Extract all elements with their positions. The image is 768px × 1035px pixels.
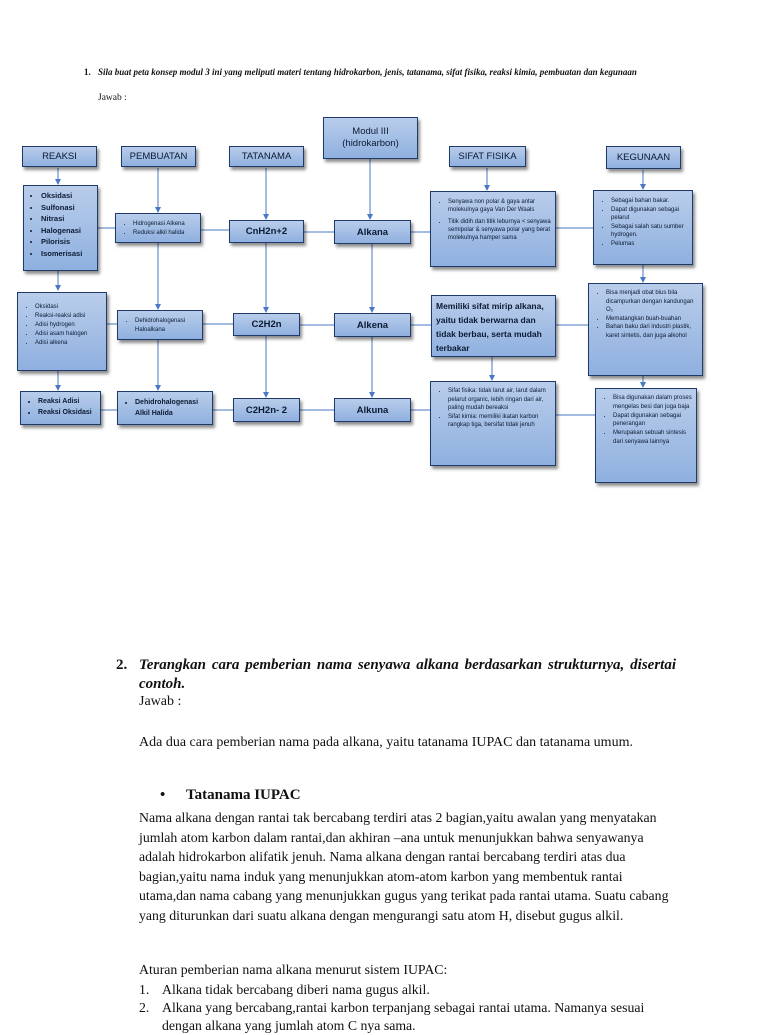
node-alkena: Alkena [334, 313, 411, 337]
sifat-alkena: Memiliki sifat mirip alkana, yaitu tidak berwarna dan tidak berbau, serta mudah terbakar [431, 295, 556, 357]
formula-alkuna: C2H2n- 2 [233, 398, 300, 422]
reaksi-list-alkuna [20, 391, 101, 425]
list-item: • Halogenasi [41, 225, 93, 237]
list-item: • Mematangkan buah-buahan [606, 315, 698, 324]
list-item [139, 999, 674, 1035]
sifat-alkuna [430, 381, 556, 466]
question-2-text: Terangkan cara pemberian nama senyawa alkana berdasarkan strukturnya, disertai contoh. [139, 657, 676, 692]
kegunaan-alkuna [595, 388, 697, 483]
list-item: • Sifat fisika: tidak larut air, larut dalam pelarut organic, lebih ringan dari air, paling mudah bereaksi [448, 387, 551, 413]
list-item [139, 981, 674, 999]
node-alkuna: Alkuna [334, 398, 411, 422]
list-item: • Merupakan sebuah sintesis dari senyawa lainnya [613, 429, 692, 447]
pembuatan-alkana [115, 213, 201, 243]
formula-alkena: C2H2n [233, 313, 300, 336]
bullet-icon: • [160, 787, 166, 803]
header-tatanama: TATANAMA [229, 146, 304, 167]
rule-text: Alkana yang bercabang,rantai karbon terpanjang sebagai rantai utama. Namanya sesuai dengan alkana yang jumlah atom C nya sama. [162, 1000, 645, 1033]
question-1-text: Sila buat peta konsep modul 3 ini yang meliputi materi tentang hidrokarbon, jenis, tatanama, sifat fisika, reaksi kimia, pembuatan dan kegunaan [98, 67, 637, 77]
question-1-jawab: Jawab : [98, 93, 127, 103]
header-pembuatan: PEMBUATAN [121, 146, 196, 167]
question-2-number: 2. [116, 657, 128, 673]
list-item: • Adisi hydrogen [35, 321, 102, 330]
rule-number: 1. [139, 982, 150, 997]
kegunaan-alkena [588, 283, 703, 376]
list-item: • Dehidrohalogenasi Alkil Halida [135, 398, 208, 419]
list-item: • Dehidrohalogenasi Haloalkana [135, 317, 198, 335]
reaksi-list-alkena [17, 292, 107, 371]
header-reaksi: REAKSI [22, 146, 97, 167]
list-item: • Bisa menjadi obat bius bila dicampurkan dengan kandungan O₂ [606, 289, 698, 315]
question-2 [116, 656, 676, 694]
root-node: Modul III (hidrokarbon) [323, 117, 418, 159]
header-kegunaan: KEGUNAAN [606, 146, 681, 169]
list-item: • Bahan baku dari industri plastik, karet sintetis, dan juga alkohol [606, 323, 698, 340]
question-1-number: 1. [84, 67, 91, 77]
list-item: • Pelumas [611, 240, 688, 249]
list-item: • Hidrogenasi Alkena [133, 220, 196, 229]
formula-alkana: CnH2n+2 [229, 220, 304, 243]
list-item: • Isomerisasi [41, 248, 93, 260]
list-item: • Sifat kimia: memiliki ikatan karbon rangkap tiga, bersifat tidak jenuh [448, 413, 551, 430]
answer-intro: Ada dua cara pemberian nama pada alkana, yaitu tatanama IUPAC dan tatanama umum. [139, 735, 633, 750]
list-item: • Reaksi Oksidasi [38, 407, 96, 418]
list-item: • Reaksi Adisi [38, 396, 96, 407]
list-item: • Dapat digunakan sebagai pelarut [611, 206, 688, 223]
list-item: • Adisi asam halogen [35, 330, 102, 339]
kegunaan-alkana [593, 190, 693, 265]
subheading-iupac [160, 787, 301, 804]
reaksi-list-alkana [23, 185, 98, 271]
aturan-heading: Aturan pemberian nama alkana menurut sistem IUPAC: [139, 962, 448, 977]
list-item: • Oksidasi [35, 303, 102, 312]
iupac-paragraph: Nama alkana dengan rantai tak bercabang terdiri atas 2 bagian,yaitu awalan yang menyatakan jumlah atom karbon dalam rantai,dan akhiran –ana untuk menunjukkan bahwa senyawanya adalah hidrokarbon alifatik jenuh. Nama alkana dengan rantai bercabang terdiri atas dua bagian,yaitu nama induk yang menunjukkan atom-atom karbon yang membentuk rantai utama,dan nama cabang yang menunjukkan gugus yang terikat pada rantai utama. Suatu cabang yang diturunkan dari suatu alkana dengan mengurangi satu atom H, disebut gugus alkil. [139, 810, 669, 923]
pembuatan-alkuna [117, 391, 213, 425]
rules-list [139, 981, 674, 1035]
list-item: • Senyawa non polar & gaya antar molekulnya gaya Van Der Waals [448, 198, 551, 215]
list-item: • Sebagai salah satu sumber hydrogen. [611, 223, 688, 240]
subheading-label: Tatanama IUPAC [186, 787, 301, 803]
list-item: • Adisi alkena [35, 339, 102, 348]
list-item: • Titik didih dan titik leburnya < senyawa semipolar & senyawa polar yang berat molekulnya hamper sama [448, 218, 551, 243]
list-item: • Oksidasi [41, 190, 93, 202]
question-2-jawab: Jawab : [139, 694, 182, 709]
list-item: • Reduksi alkil halida [133, 229, 196, 238]
sifat-alkana [430, 191, 556, 267]
list-item: • Reaksi-reaksi adisi [35, 312, 102, 321]
list-item: • Pilorisis [41, 236, 93, 248]
list-item: • Dapat digunakan sebagai penerangan [613, 412, 692, 430]
rule-number: 2. [139, 1000, 150, 1015]
list-item: • Nitrasi [41, 213, 93, 225]
list-item: • Bisa digunakan dalam proses mengelas besi dan juga baja [613, 394, 692, 412]
header-sifat-fisika: SIFAT FISIKA [449, 146, 526, 167]
list-item: • Sebagai bahan bakar. [611, 197, 688, 206]
list-item: • Sulfonasi [41, 202, 93, 214]
pembuatan-alkena [117, 310, 203, 340]
rule-text: Alkana tidak bercabang diberi nama gugus alkil. [162, 982, 430, 997]
node-alkana: Alkana [334, 220, 411, 244]
